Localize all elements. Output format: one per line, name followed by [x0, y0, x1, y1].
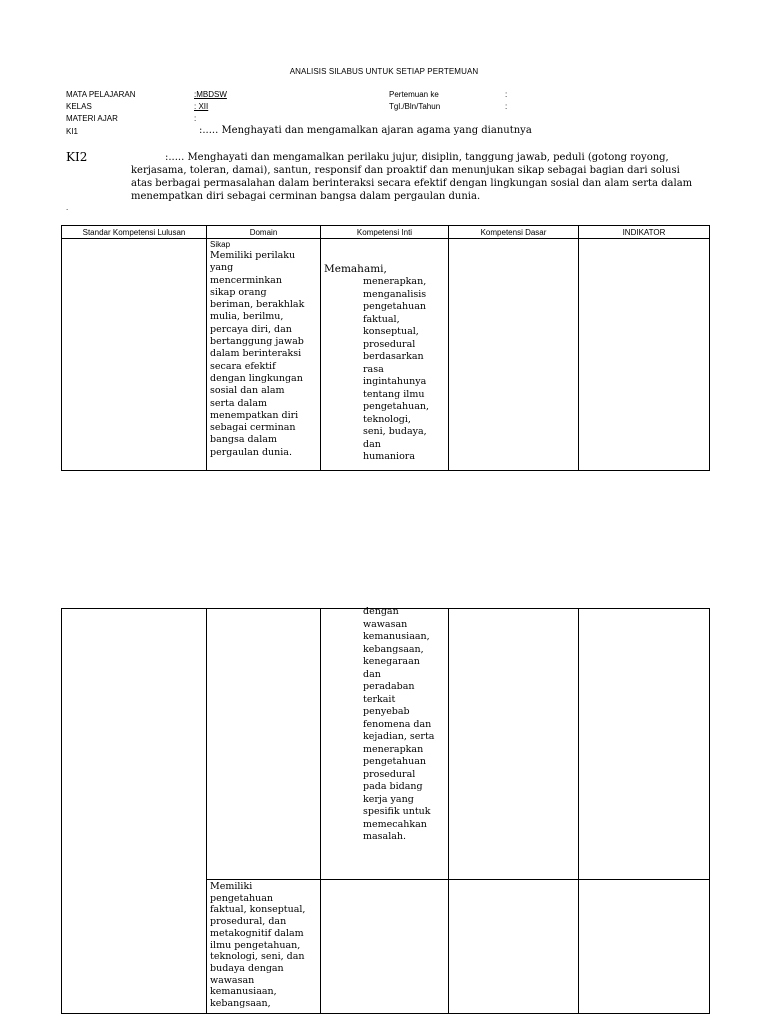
- ki-line: konseptual,: [363, 326, 419, 337]
- ki-line: masalah.: [363, 831, 407, 842]
- table-row: [62, 609, 710, 880]
- domain-line: Memiliki: [210, 881, 253, 892]
- kompetensi-dasar-cell: [449, 609, 579, 880]
- kompetensi-dasar-cell: [449, 239, 579, 471]
- materi-ajar-value: :: [194, 114, 197, 123]
- syllabus-table-continued: [61, 608, 710, 1014]
- document-title: ANALISIS SILABUS UNTUK SETIAP PERTEMUAN: [289, 67, 479, 76]
- domain-line: sikap orang: [210, 286, 267, 298]
- pertemuan-label: Pertemuan ke: [389, 90, 439, 99]
- domain-line: kemanusiaan,: [210, 986, 277, 998]
- domain-line: bertanggung jawab: [210, 336, 304, 348]
- ki1-label: KI1: [66, 127, 79, 136]
- ki-line: kerja yang: [363, 793, 414, 805]
- kelas-label: KELAS: [66, 102, 92, 111]
- ki-line: dan: [363, 438, 381, 450]
- kompetensi-dasar-cell: [449, 880, 579, 1014]
- materi-ajar-label: MATERI AJAR: [66, 114, 118, 123]
- ki-line: menerapkan: [363, 743, 424, 755]
- ki-line: pada bidang: [363, 781, 423, 792]
- ki-line: humaniora: [363, 451, 415, 462]
- domain-cell: [207, 609, 321, 880]
- domain-line: teknologi, seni, dan: [210, 951, 305, 963]
- ki-line: ingintahunya: [363, 376, 427, 387]
- domain-line: pergaulan dunia.: [210, 446, 292, 458]
- domain-line: kebangsaan,: [210, 998, 271, 1010]
- domain-line: percaya diri, dan: [210, 323, 292, 335]
- tgl-label: Tgl./Bln/Tahun: [389, 102, 441, 111]
- ki-line: prosedural: [363, 768, 416, 780]
- ki2-line-3: atas berbagai permasalahan dalam berinteraksi secara efektif dengan lingkungan sosial dan alam serta dalam: [131, 178, 693, 189]
- domain-line: yang: [210, 262, 234, 274]
- domain-heading: Sikap: [210, 240, 231, 249]
- mata-pelajaran-label: MATA PELAJARAN: [66, 90, 136, 99]
- domain-line: secara efektif: [210, 360, 276, 372]
- kelas-value: : XII: [194, 102, 209, 111]
- ki-line: dengan: [363, 606, 399, 617]
- ki2-label: KI2: [66, 150, 88, 164]
- ki-line: seni, budaya,: [363, 426, 427, 437]
- ki2-line-2: kerjasama, toleran, damai), santun, responsif dan proaktif dan menunjukan sikap sebagai bagian dari solusi: [131, 165, 680, 176]
- ki-line: faktual,: [363, 313, 400, 325]
- domain-line: faktual, konseptual,: [210, 904, 306, 916]
- ki-line: penyebab: [363, 706, 410, 717]
- ki-line: pengetahuan,: [363, 401, 430, 412]
- ki2-line-1: :..... Menghayati dan mengamalkan perilaku jujur, disiplin, tanggung jawab, peduli (gotong royong,: [165, 152, 669, 163]
- ki-line: menerapkan,: [363, 276, 427, 287]
- domain-line: menempatkan diri: [210, 409, 299, 421]
- kompetensi-inti-cell: [321, 239, 449, 471]
- domain-line: mencerminkan: [210, 274, 282, 286]
- ki-line: memecahkan: [363, 818, 427, 830]
- ki-line: kenegaraan: [363, 656, 420, 667]
- kompetensi-inti-cell: [321, 880, 449, 1014]
- domain-line: prosedural, dan: [210, 916, 287, 928]
- domain-line: dalam berinteraksi: [210, 348, 302, 360]
- skl-cell: [62, 609, 207, 1014]
- indikator-cell: [579, 880, 710, 1014]
- ki-line: berdasarkan: [363, 351, 424, 362]
- indikator-cell: [579, 609, 710, 880]
- domain-pengetahuan-text: [207, 880, 320, 1010]
- kompetensi-inti-cell: [321, 606, 449, 880]
- ki-line: kebangsaan,: [363, 643, 424, 655]
- domain-line: beriman, berakhlak: [210, 299, 305, 311]
- domain-line: bangsa dalam: [210, 434, 277, 446]
- domain-line: mulia, berilmu,: [210, 311, 284, 323]
- ki-line: kemanusiaan,: [363, 631, 430, 642]
- ki-line: teknologi,: [363, 413, 411, 425]
- ki-line: fenomena dan: [363, 718, 432, 730]
- pertemuan-value: :: [505, 90, 508, 99]
- domain-line: wawasan: [210, 974, 255, 986]
- domain-sikap-text: [207, 250, 320, 459]
- domain-line: serta dalam: [210, 397, 267, 409]
- ki-line: dan: [363, 668, 381, 680]
- domain-line: sosial dan alam: [210, 385, 285, 397]
- ki-line: wawasan: [363, 618, 408, 630]
- header-domain: Domain: [207, 226, 321, 239]
- domain-line: sebagai cerminan: [210, 422, 296, 434]
- ki-first-line: Memahami,: [324, 263, 387, 275]
- tgl-value: :: [505, 102, 508, 111]
- ki-line: kejadian, serta: [363, 731, 435, 742]
- ki-line: rasa: [363, 363, 384, 375]
- table-header-row: [62, 226, 710, 239]
- kompetensi-inti-text: [321, 239, 448, 464]
- ki-line: pengetahuan: [363, 756, 427, 767]
- ki1-text: :..... Menghayati dan mengamalkan ajaran agama yang dianutnya: [199, 125, 532, 136]
- ki-line: terkait: [363, 693, 396, 705]
- domain-cell: [207, 239, 321, 471]
- header-kompetensi-inti: Kompetensi Inti: [321, 226, 449, 239]
- domain-line: Memiliki perilaku: [210, 250, 296, 261]
- table-row: [62, 239, 710, 471]
- mata-pelajaran-value: :MBDSW: [194, 90, 227, 99]
- ki-line: pengetahuan: [363, 301, 427, 312]
- domain-line: pengetahuan: [210, 892, 274, 904]
- header-skl: Standar Kompetensi Lulusan: [62, 226, 207, 239]
- kompetensi-inti-continued-text: [321, 606, 448, 844]
- ki-line: prosedural: [363, 338, 416, 350]
- syllabus-table: [61, 225, 710, 471]
- ki-line: spesifik untuk: [363, 806, 431, 817]
- ki2-trailing-dot: .: [66, 203, 69, 212]
- skl-cell: [62, 239, 207, 471]
- ki-line: menganalisis: [363, 288, 427, 300]
- domain-cell: [207, 880, 321, 1014]
- header-kompetensi-dasar: Kompetensi Dasar: [449, 226, 579, 239]
- ki-line: peradaban: [363, 681, 415, 692]
- domain-line: ilmu pengetahuan,: [210, 939, 301, 951]
- ki-line: tentang ilmu: [363, 388, 425, 400]
- header-indikator: INDIKATOR: [579, 226, 710, 239]
- domain-line: budaya dengan: [210, 962, 284, 974]
- ki-lines: [321, 276, 448, 464]
- ki2-line-4: menempatkan diri sebagai cerminan bangsa dalam pergaulan dunia.: [131, 191, 481, 202]
- domain-line: metakognitif dalam: [210, 927, 304, 939]
- domain-line: dengan lingkungan: [210, 372, 303, 384]
- indikator-cell: [579, 239, 710, 471]
